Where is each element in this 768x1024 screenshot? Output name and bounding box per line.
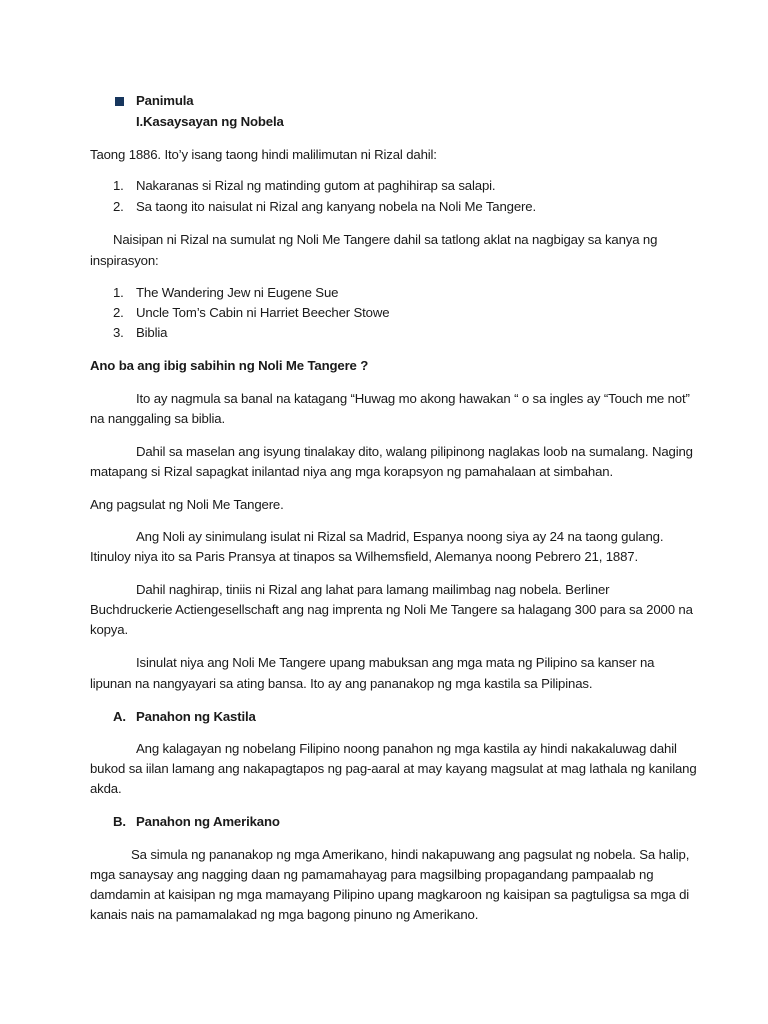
list-item: The Wandering Jew ni Eugene Sue xyxy=(136,285,339,300)
paragraph-line: Dahil sa maselan ang isyung tinalakay dito, walang pilipinong naglakas loob na sumalang. Naging xyxy=(136,444,693,459)
square-bullet-icon xyxy=(115,97,124,106)
list-item: Uncle Tom’s Cabin ni Harriet Beecher Stowe xyxy=(136,305,390,320)
writing-heading: Ang pagsulat ng Noli Me Tangere. xyxy=(90,497,284,512)
paragraph-line: inspirasyon: xyxy=(90,253,159,268)
paragraph-line: kopya. xyxy=(90,622,128,637)
paragraph-line: Itinuloy niya ito sa Paris Pransya at tinapos sa Wilhemsfield, Alemanya noong Pebrero 21, 1887. xyxy=(90,549,638,564)
paragraph-line: na nanggaling sa biblia. xyxy=(90,411,225,426)
intro-lead: Taong 1886. Ito’y isang taong hindi malilimutan ni Rizal dahil: xyxy=(90,147,437,162)
list-number: 2. xyxy=(113,305,124,320)
bullet-label: Panimula xyxy=(136,93,194,108)
paragraph-line: Ang kalagayan ng nobelang Filipino noong panahon ng mga kastila ay hindi nakakaluwag dahil xyxy=(136,741,677,756)
paragraph-line: akda. xyxy=(90,781,122,796)
paragraph-line: kanais nais na pamamalakad ng mga bagong pinuno ng Amerikano. xyxy=(90,907,479,922)
paragraph-line: damdamin at kaisipan ng mga mamayang Pilipino upang magkaroon ng kaisipan sa pagtuligsa sa mga di xyxy=(90,887,690,902)
list-number: 2. xyxy=(113,199,124,214)
paragraph-line: Dahil naghirap, tiniis ni Rizal ang lahat para lamang mailimbag nag nobela. Berliner xyxy=(136,582,610,597)
section-title: I.Kasaysayan ng Nobela xyxy=(136,114,284,129)
meaning-heading: Ano ba ang ibig sabihin ng Noli Me Tangere ? xyxy=(90,358,369,373)
paragraph-line: Ito ay nagmula sa banal na katagang “Huwag mo akong hawakan “ o sa ingles ay “Touch me not” xyxy=(136,391,690,406)
list-number: 1. xyxy=(113,178,124,193)
section-letter: A. xyxy=(113,709,126,724)
paragraph-line: Isinulat niya ang Noli Me Tangere upang mabuksan ang mga mata ng Pilipino sa kanser na xyxy=(136,655,655,670)
section-letter: B. xyxy=(113,814,126,829)
paragraph-line: Buchdruckerie Actiengesellschaft ang nag imprenta ng Noli Me Tangere sa halagang 300 para sa 2000 na xyxy=(90,602,693,617)
paragraph-line: lipunan na nangyayari sa ating bansa. Ito ay ang pananakop ng mga kastila sa Pilipinas. xyxy=(90,676,593,691)
list-number: 1. xyxy=(113,285,124,300)
list-number: 3. xyxy=(113,325,124,340)
paragraph-line: Ang Noli ay sinimulang isulat ni Rizal sa Madrid, Espanya noong siya ay 24 na taong gulang. xyxy=(136,529,664,544)
section-b-title: Panahon ng Amerikano xyxy=(136,814,280,829)
paragraph-line: matapang si Rizal sapagkat inilantad niya ang mga korapsyon ng pamahalaan at simbahan. xyxy=(90,464,613,479)
list-item: Biblia xyxy=(136,325,168,340)
section-a-title: Panahon ng Kastila xyxy=(136,709,256,724)
paragraph-line: bukod sa iilan lamang ang nakapagtapos ng pag-aaral at may kayang magsulat at mag lathala ng kanilang xyxy=(90,761,697,776)
list-item: Sa taong ito naisulat ni Rizal ang kanyang nobela na Noli Me Tangere. xyxy=(136,199,536,214)
paragraph-line: mga sanaysay ang nagging daan ng pamamahayag para magsilbing propagandang pampaalab ng xyxy=(90,867,654,882)
paragraph-line: Naisipan ni Rizal na sumulat ng Noli Me Tangere dahil sa tatlong aklat na nagbigay sa kanya ng xyxy=(113,232,658,247)
list-item: Nakaranas si Rizal ng matinding gutom at paghihirap sa salapi. xyxy=(136,178,496,193)
paragraph-line: Sa simula ng pananakop ng mga Amerikano, hindi nakapuwang ang pagsulat ng nobela. Sa halip, xyxy=(131,847,690,862)
